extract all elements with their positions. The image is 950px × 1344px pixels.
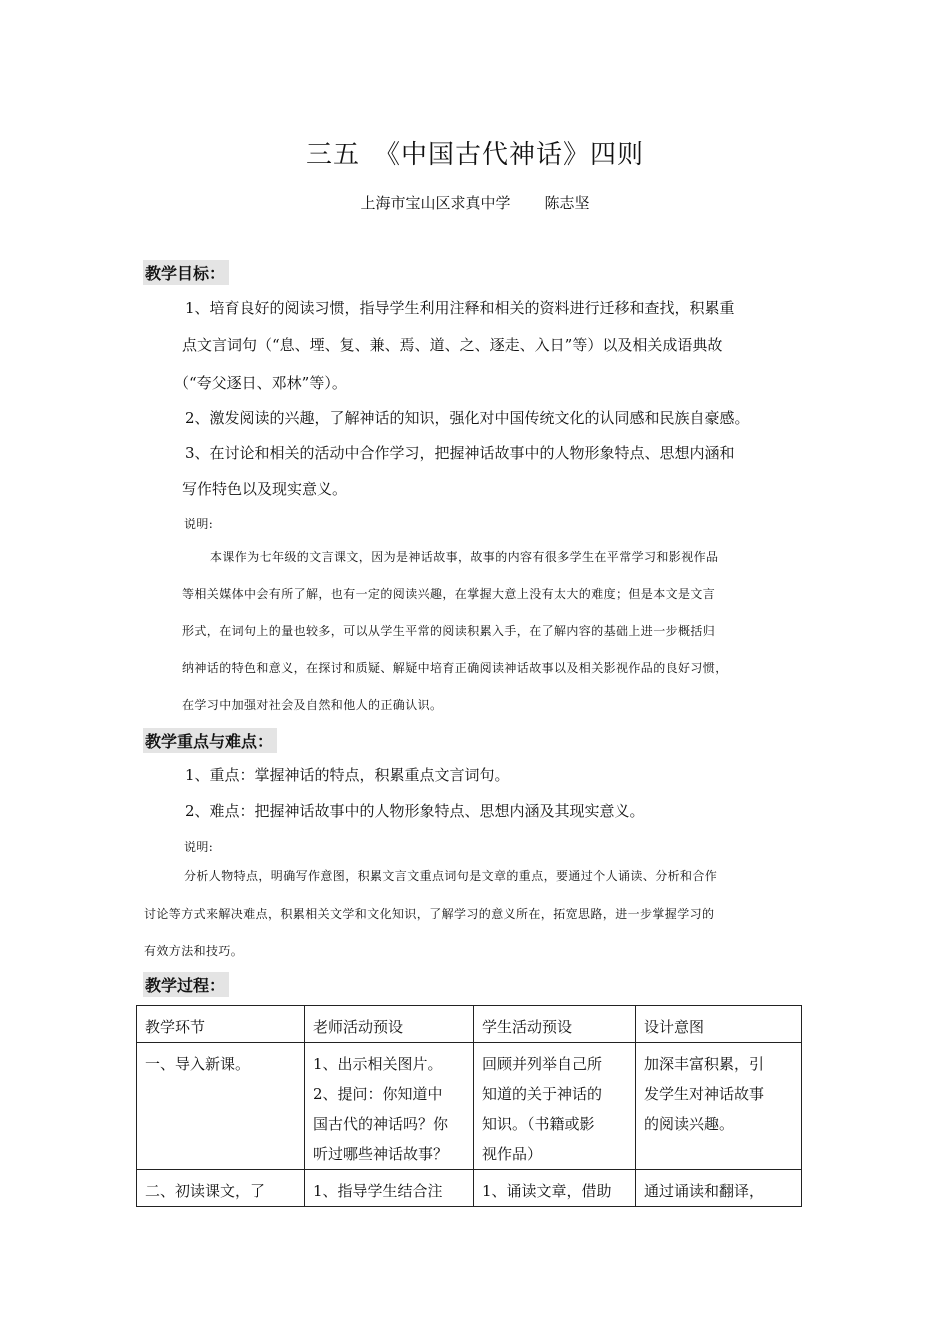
goals-line: 点文言词句（“息、堙、复、兼、焉、道、之、逐走、入日”等）以及相关成语典故: [182, 336, 723, 354]
cell-line: 通过诵读和翻译，: [644, 1182, 765, 1200]
goals-line: 2、激发阅读的兴趣，了解神话的知识，强化对中国传统文化的认同感和民族自豪感。: [185, 409, 750, 427]
page-title: 三五 《中国古代神话》四则: [305, 140, 644, 170]
goals-note-line: 形式，在词句上的量也较多，可以从学生平常的阅读积累入手，在了解内容的基础上进一步概括归: [182, 624, 716, 638]
goals-note-line: 纳神话的特色和意义，在探讨和质疑、解疑中培育正确阅读神话故事以及相关影视作品的良好习惯，: [182, 661, 728, 675]
cell-line: 2、提问：你知道中: [313, 1085, 443, 1103]
key-note-label: 说明:: [184, 840, 214, 854]
cell-line: 二、初读课文，了: [145, 1182, 266, 1200]
table-row: [137, 1043, 802, 1170]
cell-line: 一、导入新课。: [145, 1055, 251, 1073]
student-cell: [474, 1043, 636, 1170]
key-line: 2、难点：把握神话故事中的人物形象特点、思想内涵及其现实意义。: [185, 802, 645, 820]
process-heading: 教学过程：: [143, 972, 229, 997]
cell-line: 加深丰富积累，引: [644, 1055, 765, 1073]
goals-note-label: 说明:: [184, 517, 214, 531]
author-line: [0, 192, 950, 213]
key-line: 1、重点：掌握神话的特点，积累重点文言词句。: [185, 766, 510, 784]
student-cell: [474, 1170, 636, 1207]
intent-cell: [636, 1170, 802, 1207]
cell-line: 视作品）: [482, 1145, 543, 1163]
goals-note-line: 在学习中加强对社会及自然和他人的正确认识。: [182, 698, 443, 712]
cell-line: 1、诵读文章，借助: [482, 1182, 612, 1200]
intent-cell: [636, 1043, 802, 1170]
column-header: 教学环节: [137, 1006, 305, 1043]
cell-line: 1、出示相关图片。: [313, 1055, 443, 1073]
process-table: [136, 1005, 802, 1207]
cell-line: 发学生对神话故事: [644, 1085, 765, 1103]
goals-line: 写作特色以及现实意义。: [182, 480, 348, 498]
key-heading: 教学重点与难点：: [143, 728, 277, 753]
goals-note-line: 等相关媒体中会有所了解，也有一定的阅读兴趣，在掌握大意上没有太大的难度；但是本文是文言: [182, 587, 716, 601]
cell-line: 的阅读兴趣。: [644, 1115, 735, 1133]
cell-line: 1、指导学生结合注: [313, 1182, 443, 1200]
teacher-cell: [305, 1170, 474, 1207]
column-header: 设计意图: [636, 1006, 802, 1043]
stage-cell: [137, 1043, 305, 1170]
teacher-cell: [305, 1043, 474, 1170]
cell-line: 知识。（书籍或影: [482, 1115, 595, 1133]
table-header-row: [137, 1006, 802, 1043]
column-header: 老师活动预设: [305, 1006, 474, 1043]
goals-line: 3、在讨论和相关的活动中合作学习，把握神话故事中的人物形象特点、思想内涵和: [185, 444, 735, 462]
stage-cell: [137, 1170, 305, 1207]
key-note-line: 分析人物特点，明确写作意图，积累文言文重点词句是文章的重点，要通过个人诵读、分析和合作: [184, 869, 718, 883]
key-note-line: 讨论等方式来解决难点，积累相关文学和文化知识，了解学习的意义所在，拓宽思路，进一步掌握学习的: [144, 907, 715, 921]
cell-line: 回顾并列举自己所: [482, 1055, 603, 1073]
goals-line: （“夸父逐日、邓林”等）。: [174, 374, 347, 392]
cell-line: 国古代的神话吗？你: [313, 1115, 449, 1133]
school-name: 上海市宝山区求真中学: [360, 194, 511, 212]
goals-line: 1、培育良好的阅读习惯，指导学生利用注释和相关的资料进行迁移和查找，积累重: [185, 299, 735, 317]
key-note-line: 有效方法和技巧。: [144, 944, 244, 958]
goals-heading: 教学目标：: [143, 260, 229, 285]
cell-line: 知道的关于神话的: [482, 1085, 603, 1103]
cell-line: 听过哪些神话故事？: [313, 1145, 449, 1163]
table-row: [137, 1170, 802, 1207]
goals-note-line: 本课作为七年级的文言课文，因为是神话故事，故事的内容有很多学生在平常学习和影视作品: [210, 550, 719, 564]
author-name: 陈志坚: [544, 194, 590, 212]
column-header: 学生活动预设: [474, 1006, 636, 1043]
